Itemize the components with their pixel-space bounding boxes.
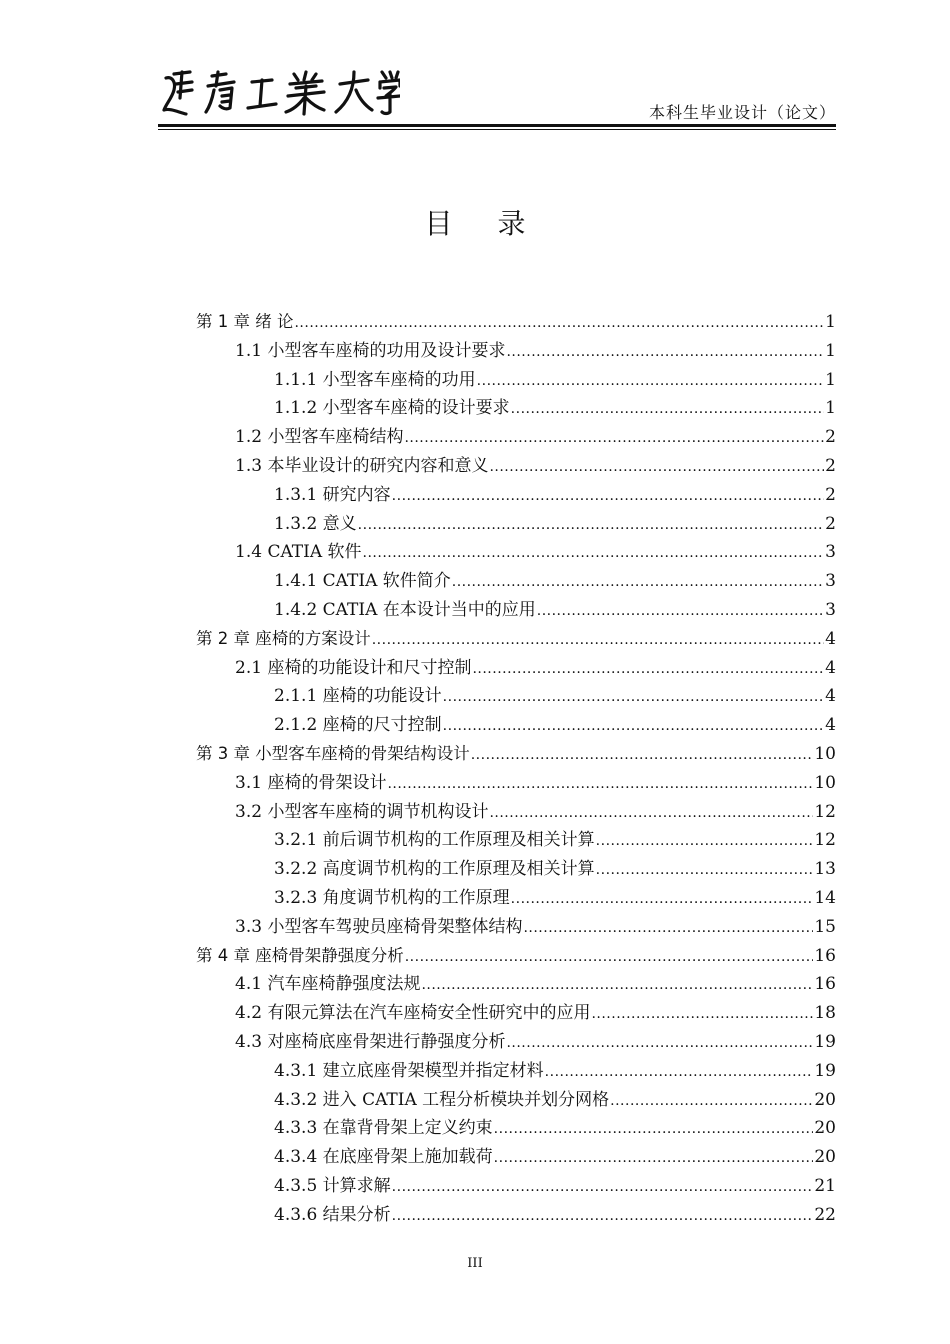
- toc-entry-page: 21: [814, 1175, 836, 1196]
- toc-entry[interactable]: [196, 913, 836, 942]
- toc-entry[interactable]: [196, 942, 836, 971]
- toc-entry-label: 4.3 对座椅底座骨架进行静强度分析: [235, 1031, 506, 1052]
- toc-dot-leader: [511, 395, 825, 424]
- toc-entry-label: 1.1.1 小型客车座椅的功用: [274, 369, 476, 390]
- toc-entry-page: 4: [825, 686, 836, 707]
- toc-entry[interactable]: [196, 1143, 836, 1172]
- toc-entry[interactable]: [196, 826, 836, 855]
- toc-entry-label: 1.1 小型客车座椅的功用及设计要求: [235, 340, 506, 361]
- toc-dot-leader: [506, 1029, 813, 1058]
- toc-entry-page: 1: [825, 340, 836, 361]
- toc-dot-leader: [363, 539, 825, 568]
- toc-entry-page: 2: [825, 484, 836, 505]
- toc-entry-page: 18: [814, 1003, 836, 1024]
- toc-entry[interactable]: [196, 798, 836, 827]
- toc-entry-page: 14: [814, 887, 836, 908]
- toc-entry-label: 第 4 章 座椅骨架静强度分析: [196, 945, 404, 965]
- toc-dot-leader: [596, 827, 814, 856]
- toc-entry-page: 1: [825, 312, 836, 332]
- toc-dot-leader: [358, 511, 825, 540]
- toc-entry-page: 16: [814, 945, 836, 966]
- toc-entry-label: 1.4 CATIA 软件: [235, 542, 362, 563]
- toc-entry-page: 3: [825, 599, 836, 620]
- toc-entry-label: 2.1 座椅的功能设计和尺寸控制: [235, 657, 472, 678]
- toc-entry-page: 2: [825, 455, 836, 476]
- toc-dot-leader: [591, 1000, 813, 1029]
- toc-dot-leader: [506, 338, 824, 367]
- toc-entry-label: 1.4.2 CATIA 在本设计当中的应用: [274, 599, 536, 620]
- toc-entry-page: 15: [814, 916, 836, 937]
- header-rule-thick: [158, 124, 836, 127]
- toc-entry-page: 20: [814, 1118, 836, 1139]
- toc-entry-page: 16: [814, 974, 836, 995]
- toc-entry[interactable]: [196, 308, 836, 337]
- toc-entry-label: 3.3 小型客车驾驶员座椅骨架整体结构: [235, 916, 523, 937]
- toc-entry-label: 4.3.2 进入 CATIA 工程分析模块并划分网格: [274, 1089, 610, 1110]
- table-of-contents: [196, 308, 836, 1230]
- toc-dot-leader: [489, 799, 813, 828]
- toc-entry-page: 20: [814, 1089, 836, 1110]
- toc-entry[interactable]: [196, 538, 836, 567]
- toc-entry-page: 3: [825, 542, 836, 563]
- toc-entry[interactable]: [196, 366, 836, 395]
- header-rule-thin: [158, 129, 836, 130]
- toc-entry-label: 4.3.6 结果分析: [274, 1204, 391, 1225]
- toc-dot-leader: [545, 1058, 814, 1087]
- toc-entry-label: 1.2 小型客车座椅结构: [235, 427, 404, 448]
- toc-entry[interactable]: [196, 740, 836, 769]
- header-thesis-label: 本科生毕业设计（论文）: [648, 103, 836, 122]
- toc-dot-leader: [404, 424, 824, 453]
- toc-entry[interactable]: [196, 423, 836, 452]
- toc-entry-label: 1.4.1 CATIA 软件简介: [274, 571, 451, 592]
- toc-dot-leader: [443, 712, 825, 741]
- toc-dot-leader: [494, 1115, 814, 1144]
- toc-entry[interactable]: [196, 481, 836, 510]
- toc-entry[interactable]: [196, 337, 836, 366]
- toc-dot-leader: [537, 597, 824, 626]
- toc-entry-label: 4.3.5 计算求解: [274, 1175, 391, 1196]
- toc-entry[interactable]: [196, 452, 836, 481]
- toc-entry-label: 4.2 有限元算法在汽车座椅安全性研究中的应用: [235, 1003, 591, 1024]
- toc-heading: 目 录: [424, 207, 544, 240]
- toc-entry-page: 1: [825, 398, 836, 419]
- toc-entry[interactable]: [196, 625, 836, 654]
- toc-entry-label: 3.2.1 前后调节机构的工作原理及相关计算: [274, 830, 595, 851]
- toc-dot-leader: [452, 568, 824, 597]
- toc-entry-label: 1.3.1 研究内容: [274, 484, 391, 505]
- toc-entry[interactable]: [196, 884, 836, 913]
- toc-entry-page: 13: [814, 859, 836, 880]
- toc-dot-leader: [610, 1087, 813, 1116]
- toc-entry-label: 2.1.1 座椅的功能设计: [274, 686, 442, 707]
- toc-dot-leader: [405, 943, 814, 972]
- toc-entry-label: 4.3.4 在底座骨架上施加载荷: [274, 1147, 493, 1168]
- toc-entry-label: 1.1.2 小型客车座椅的设计要求: [274, 398, 510, 419]
- university-logo: [160, 68, 400, 120]
- toc-dot-leader: [421, 971, 813, 1000]
- toc-entry-page: 12: [814, 830, 836, 851]
- toc-entry-page: 10: [814, 772, 836, 793]
- toc-dot-leader: [511, 885, 814, 914]
- toc-entry[interactable]: [196, 1114, 836, 1143]
- toc-dot-leader: [443, 683, 825, 712]
- toc-entry[interactable]: [196, 1201, 836, 1230]
- toc-dot-leader: [472, 655, 824, 684]
- toc-dot-leader: [392, 482, 825, 511]
- toc-entry[interactable]: [196, 596, 836, 625]
- toc-entry-label: 第 1 章 绪 论: [196, 312, 294, 331]
- toc-entry[interactable]: [196, 1086, 836, 1115]
- toc-entry-page: 10: [814, 743, 836, 764]
- toc-dot-leader: [477, 367, 825, 396]
- toc-entry[interactable]: [196, 682, 836, 711]
- toc-entry[interactable]: [196, 394, 836, 423]
- toc-entry-page: 12: [814, 801, 836, 822]
- toc-entry-page: 4: [825, 657, 836, 678]
- toc-entry-page: 3: [825, 571, 836, 592]
- toc-entry[interactable]: [196, 970, 836, 999]
- toc-dot-leader: [494, 1144, 814, 1173]
- toc-entry-page: 4: [825, 715, 836, 736]
- toc-dot-leader: [523, 914, 813, 943]
- toc-entry-page: 19: [814, 1031, 836, 1052]
- toc-entry-page: 4: [825, 628, 836, 649]
- toc-entry[interactable]: [196, 769, 836, 798]
- toc-entry[interactable]: [196, 999, 836, 1028]
- toc-dot-leader: [471, 741, 814, 770]
- toc-dot-leader: [489, 453, 824, 482]
- toc-entry-page: 22: [814, 1204, 836, 1225]
- toc-entry-page: 1: [825, 369, 836, 390]
- toc-dot-leader: [387, 770, 813, 799]
- toc-entry-label: 4.3.1 建立底座骨架模型并指定材料: [274, 1060, 544, 1081]
- toc-entry[interactable]: [196, 855, 836, 884]
- toc-entry[interactable]: [196, 1028, 836, 1057]
- toc-entry-label: 1.3.2 意义: [274, 513, 357, 534]
- toc-entry-page: 2: [825, 427, 836, 448]
- toc-entry-label: 3.1 座椅的骨架设计: [235, 772, 387, 793]
- toc-entry-label: 1.3 本毕业设计的研究内容和意义: [235, 455, 489, 476]
- toc-entry-label: 2.1.2 座椅的尺寸控制: [274, 715, 442, 736]
- page-header: [158, 62, 836, 132]
- toc-entry-page: 2: [825, 513, 836, 534]
- toc-entry-label: 3.2.2 高度调节机构的工作原理及相关计算: [274, 859, 595, 880]
- toc-entry-page: 20: [814, 1147, 836, 1168]
- toc-entry-label: 3.2.3 角度调节机构的工作原理: [274, 887, 510, 908]
- toc-entry-label: 第 2 章 座椅的方案设计: [196, 628, 371, 648]
- toc-dot-leader: [294, 309, 824, 338]
- page-number: III: [467, 1256, 483, 1271]
- toc-entry-label: 4.3.3 在靠背骨架上定义约束: [274, 1118, 493, 1139]
- toc-dot-leader: [372, 626, 824, 655]
- toc-entry[interactable]: [196, 567, 836, 596]
- toc-entry-label: 第 3 章 小型客车座椅的骨架结构设计: [196, 743, 470, 763]
- toc-entry[interactable]: [196, 1057, 836, 1086]
- toc-entry-label: 4.1 汽车座椅静强度法规: [235, 974, 421, 995]
- toc-dot-leader: [392, 1202, 814, 1231]
- toc-entry-page: 19: [814, 1060, 836, 1081]
- toc-entry[interactable]: [196, 1172, 836, 1201]
- toc-dot-leader: [596, 856, 814, 885]
- toc-entry[interactable]: [196, 654, 836, 683]
- toc-entry-label: 3.2 小型客车座椅的调节机构设计: [235, 801, 489, 822]
- toc-entry[interactable]: [196, 510, 836, 539]
- toc-entry[interactable]: [196, 711, 836, 740]
- toc-dot-leader: [392, 1173, 814, 1202]
